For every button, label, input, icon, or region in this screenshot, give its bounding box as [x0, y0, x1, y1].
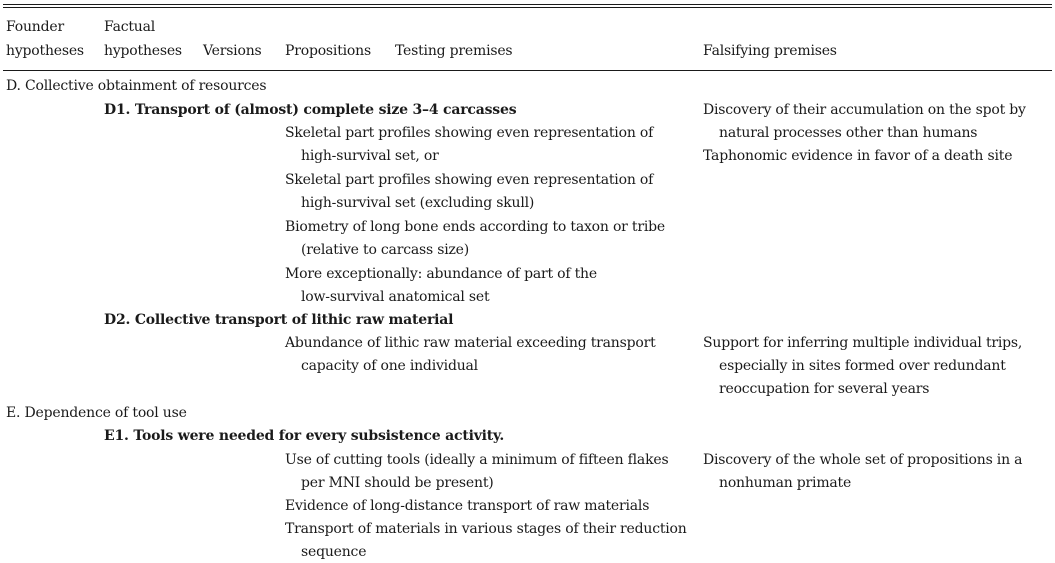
e1-falsifying-1-cont: nonhuman primate — [719, 475, 852, 491]
d1-prop-2-cont: high-survival set (excluding skull) — [301, 195, 535, 211]
header-founder-line2: hypotheses — [6, 43, 84, 59]
e1-prop-3: Transport of materials in various stages of their reduction — [285, 521, 687, 537]
hypothesis-d2-title: D2. Collective transport of lithic raw material — [104, 312, 454, 328]
d2-prop-1-cont: capacity of one individual — [301, 358, 478, 374]
d1-prop-3: Biometry of long bone ends according to taxon or tribe — [285, 219, 665, 235]
header-factual-line1: Factual — [104, 19, 156, 35]
header-testing-premises: Testing premises — [395, 43, 513, 59]
d1-prop-1: Skeletal part profiles showing even representation of — [285, 125, 654, 141]
e1-falsifying-1: Discovery of the whole set of propositions in a — [703, 452, 1023, 468]
hypothesis-d1-title: D1. Transport of (almost) complete size 3–4 carcasses — [104, 102, 517, 118]
section-e-title: E. Dependence of tool use — [6, 405, 187, 421]
d2-falsifying-1-cont2: reoccupation for several years — [719, 381, 930, 397]
e1-prop-1: Use of cutting tools (ideally a minimum of fifteen flakes — [285, 452, 669, 468]
header-founder-line1: Founder — [6, 19, 64, 35]
top-rule-outer — [3, 4, 1052, 5]
e1-prop-2: Evidence of long-distance transport of raw materials — [285, 498, 650, 514]
e1-prop-1-cont: per MNI should be present) — [301, 475, 494, 491]
hypothesis-e1-title: E1. Tools were needed for every subsistence activity. — [104, 428, 505, 444]
header-versions: Versions — [203, 43, 262, 59]
d2-prop-1: Abundance of lithic raw material exceeding transport — [285, 335, 656, 351]
header-rule — [3, 70, 1052, 71]
header-propositions: Propositions — [285, 43, 371, 59]
d1-prop-1-cont: high-survival set, or — [301, 148, 439, 164]
section-d-title: D. Collective obtainment of resources — [6, 78, 267, 94]
header-factual-line2: hypotheses — [104, 43, 182, 59]
d1-prop-2: Skeletal part profiles showing even representation of — [285, 172, 654, 188]
d2-falsifying-1-cont: especially in sites formed over redundant — [719, 358, 1006, 374]
d1-prop-3-cont: (relative to carcass size) — [301, 242, 469, 258]
d1-falsifying-1: Discovery of their accumulation on the spot by — [703, 102, 1026, 118]
d1-falsifying-2: Taphonomic evidence in favor of a death site — [703, 148, 1013, 164]
d1-prop-4-cont: low-survival anatomical set — [301, 289, 490, 305]
e1-prop-3-cont: sequence — [301, 544, 367, 560]
top-rule-inner — [3, 7, 1052, 8]
d1-falsifying-1-cont: natural processes other than humans — [719, 125, 978, 141]
d1-prop-4: More exceptionally: abundance of part of the — [285, 266, 597, 282]
d2-falsifying-1: Support for inferring multiple individual trips, — [703, 335, 1023, 351]
header-falsifying-premises: Falsifying premises — [703, 43, 837, 59]
